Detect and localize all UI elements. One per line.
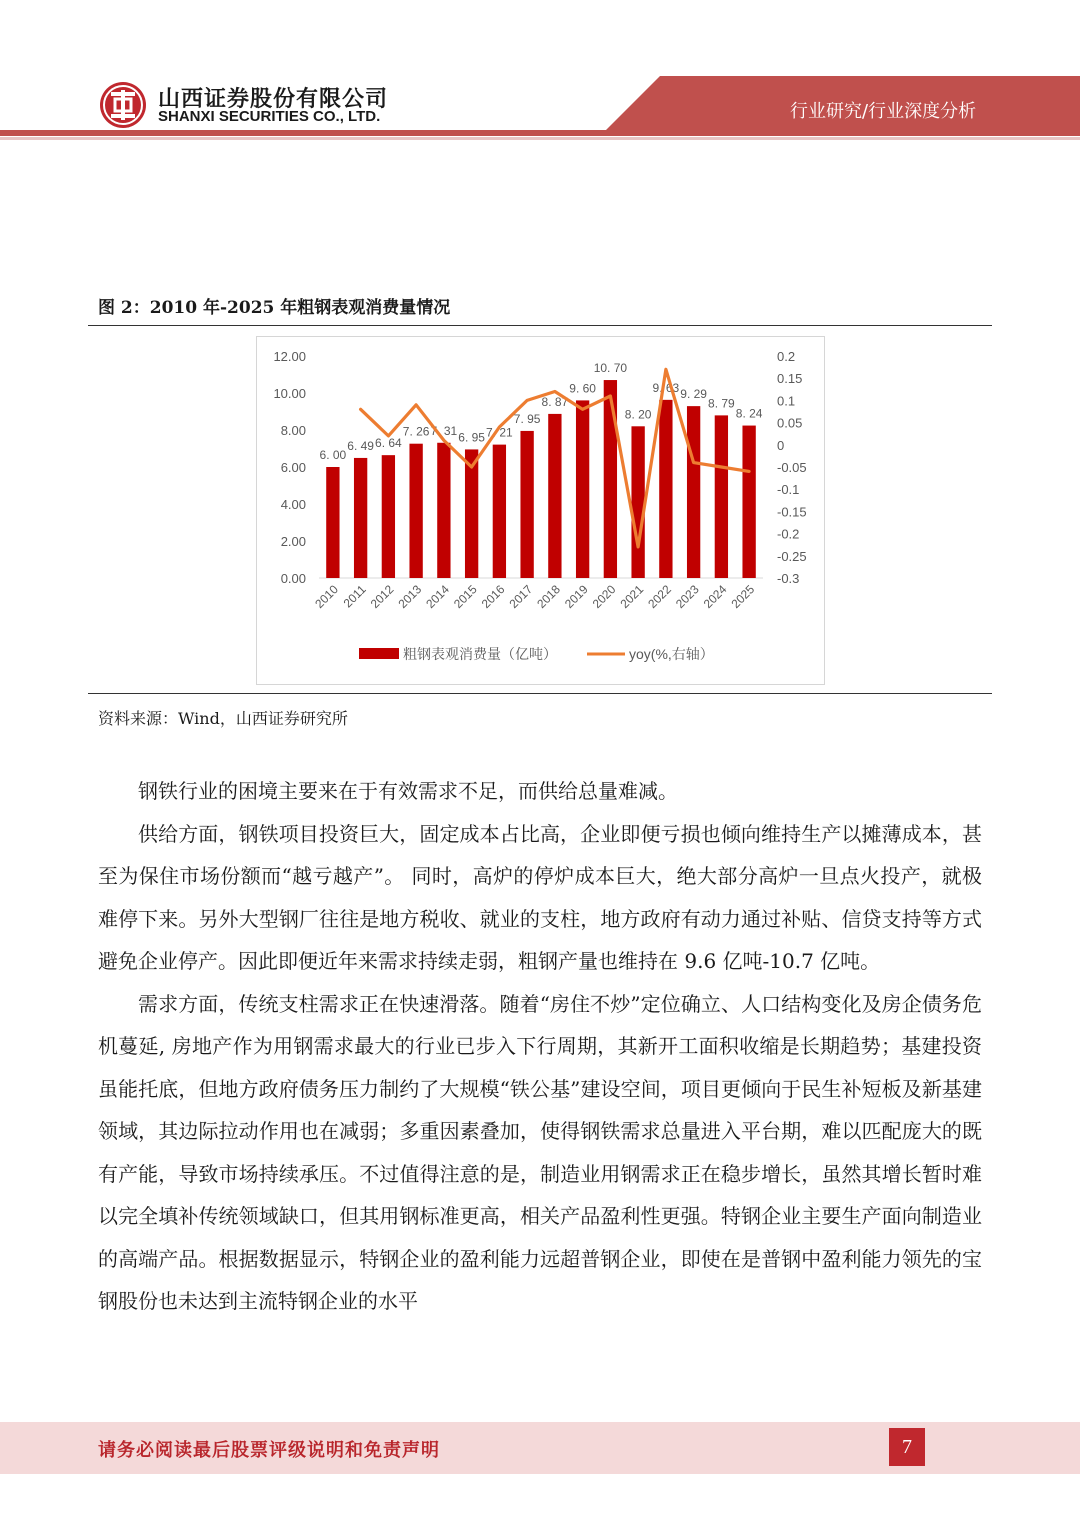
bar	[631, 426, 644, 578]
company-name-cn: 山西证券股份有限公司	[158, 87, 389, 112]
bar-data-label: 9. 63	[652, 380, 680, 395]
figure-title: 图 2：2010 年-2025 年粗钢表观消费量情况	[98, 298, 451, 318]
bar	[493, 445, 506, 578]
page-number: 7	[889, 1428, 925, 1466]
legend-bar-swatch	[359, 648, 399, 659]
bar-data-label: 7. 21	[486, 425, 513, 440]
right-axis-tick-label: -0.25	[777, 548, 807, 564]
bar-data-label: 8. 79	[708, 396, 735, 411]
right-axis-tick-label: -0.05	[777, 460, 807, 475]
paragraph-2: 供给方面，钢铁项目投资巨大，固定成本占比高，企业即便亏损也倾向维持生产以摊薄成本，甚至为保住市场份额而“越亏越产”。 同时，高炉的停炉成本巨大，绝大部分高炉一旦点火投产，就极难停下来。另外大型钢厂往往是地方税收、就业的支柱，地方政府有动力通过补贴、信贷支持等方式避免企业停产。因此即便近年来需求持续走弱，粗钢产量也维持在 9.6 亿吨-10.7 亿吨。	[98, 821, 982, 973]
bar-data-label: 8. 87	[541, 394, 569, 409]
bar-data-label: 9. 29	[680, 387, 707, 402]
left-axis-tick-label: 2.00	[280, 534, 306, 549]
bar	[548, 414, 561, 578]
bar	[687, 406, 700, 578]
paragraph-3: 需求方面，传统支柱需求正在快速滑落。随着“房住不炒”定位确立、人口结构变化及房企债务危机蔓延, 房地产作为用钢需求最大的行业已步入下行周期，其新开工面积收缩是长期趋势；基建投资虽能托底，但地方政府债务压力制约了大规模“铁公基”建设空间，项目更倾向于民生补短板及新基建领域，其边际拉动作用也在减弱；多重因素叠加，使得钢铁需求总量进入平台期，难以匹配庞大的既有产能，导致市场持续承压。不过值得注意的是，制造业用钢需求正在稳步增长，虽然其增长暂时难以完全填补传统领域缺口，但其用钢标准更高，相关产品盈利性更强。特钢企业主要生产面向制造业的高端产品。根据数据显示，特钢企业的盈利能力远超普钢企业，即使在是普钢中盈利能力领先的宝钢股份也未达到主流特钢企业的水平	[98, 991, 982, 1313]
left-axis-tick-label: 8.00	[280, 423, 306, 438]
bar-data-label: 6. 49	[347, 438, 374, 453]
bar-data-label: 7. 26	[402, 424, 430, 439]
category-tick-label: 2011	[340, 582, 369, 611]
bar	[604, 380, 617, 578]
right-axis-tick-label: 0.1	[777, 393, 796, 409]
bar	[354, 458, 367, 578]
left-axis-tick-label: 0.00	[280, 571, 306, 586]
right-axis-tick-label: -0.3	[777, 571, 800, 586]
bar	[742, 426, 755, 578]
header-banner	[0, 0, 1080, 150]
right-axis-tick-label: 0	[777, 437, 785, 453]
right-axis-tick-label: 0.15	[777, 371, 803, 387]
bar-data-label: 7. 31	[430, 423, 458, 438]
right-axis-tick-label: -0.2	[777, 526, 800, 542]
right-axis-tick-label: -0.15	[777, 504, 807, 520]
chart-frame	[256, 336, 825, 685]
bar-data-label: 8. 20	[624, 407, 652, 422]
bar-data-label: 6. 95	[458, 430, 485, 445]
category-tick-label: 2024	[700, 582, 730, 612]
legend-bar-label: 粗钢表观消费量（亿吨）	[403, 646, 557, 662]
category-tick-label: 2021	[617, 582, 647, 612]
bar-data-label: 10. 70	[593, 361, 628, 376]
bar	[409, 444, 422, 578]
bar	[465, 449, 478, 578]
category-tick-label: 2014	[423, 582, 452, 612]
figure-top-rule	[88, 325, 992, 326]
bar	[326, 467, 339, 578]
bar-data-label: 7. 95	[513, 411, 541, 426]
legend-line-label: yoy(%,右轴）	[629, 646, 714, 662]
paragraph-1: 钢铁行业的困境主要来在于有效需求不足，而供给总量难减。	[138, 779, 678, 803]
bar-data-label: 6. 00	[319, 448, 347, 462]
bar	[382, 455, 395, 578]
category-tick-label: 2023	[672, 582, 702, 612]
left-axis-tick-label: 12.00	[273, 349, 306, 364]
bar	[520, 431, 533, 578]
company-logo-icon	[98, 80, 148, 130]
bar-data-label: 6. 64	[375, 436, 402, 451]
figure-bottom-rule	[88, 693, 992, 694]
bar-data-label: 9. 60	[569, 381, 596, 396]
right-axis-tick-label: 0.05	[777, 415, 803, 431]
footer-disclaimer: 请务必阅读最后股票评级说明和免责声明	[98, 1440, 440, 1461]
body-text	[98, 770, 982, 1323]
left-axis-tick-label: 4.00	[280, 497, 306, 512]
category-tick-label: 2017	[506, 582, 536, 612]
left-axis-tick-label: 6.00	[280, 460, 306, 475]
category-tick-label: 2015	[450, 582, 480, 612]
category-tick-label: 2025	[728, 582, 758, 612]
category-tick-label: 2016	[478, 582, 508, 612]
bar	[437, 443, 450, 578]
category-tick-label: 2018	[534, 582, 563, 612]
category-tick-label: 2012	[367, 582, 397, 612]
report-section-label: 行业研究/行业深度分析	[790, 101, 977, 122]
right-axis-tick-label: -0.1	[777, 482, 800, 498]
category-tick-label: 2022	[645, 582, 674, 612]
bar-data-label: 8. 24	[735, 406, 763, 421]
category-tick-label: 2020	[589, 582, 619, 612]
category-tick-label: 2019	[561, 582, 591, 612]
steel-consumption-chart	[257, 337, 824, 684]
page-header	[0, 0, 1080, 150]
category-tick-label: 2010	[312, 582, 341, 612]
right-axis-tick-label: 0.2	[777, 349, 796, 364]
category-tick-label: 2013	[395, 582, 425, 612]
figure-source: 资料来源：Wind，山西证券研究所	[98, 709, 348, 728]
company-name-en: SHANXI SECURITIES CO., LTD.	[158, 108, 381, 125]
bar	[715, 415, 728, 578]
bar	[576, 400, 589, 578]
left-axis-tick-label: 10.00	[273, 386, 306, 401]
bar	[659, 400, 672, 578]
